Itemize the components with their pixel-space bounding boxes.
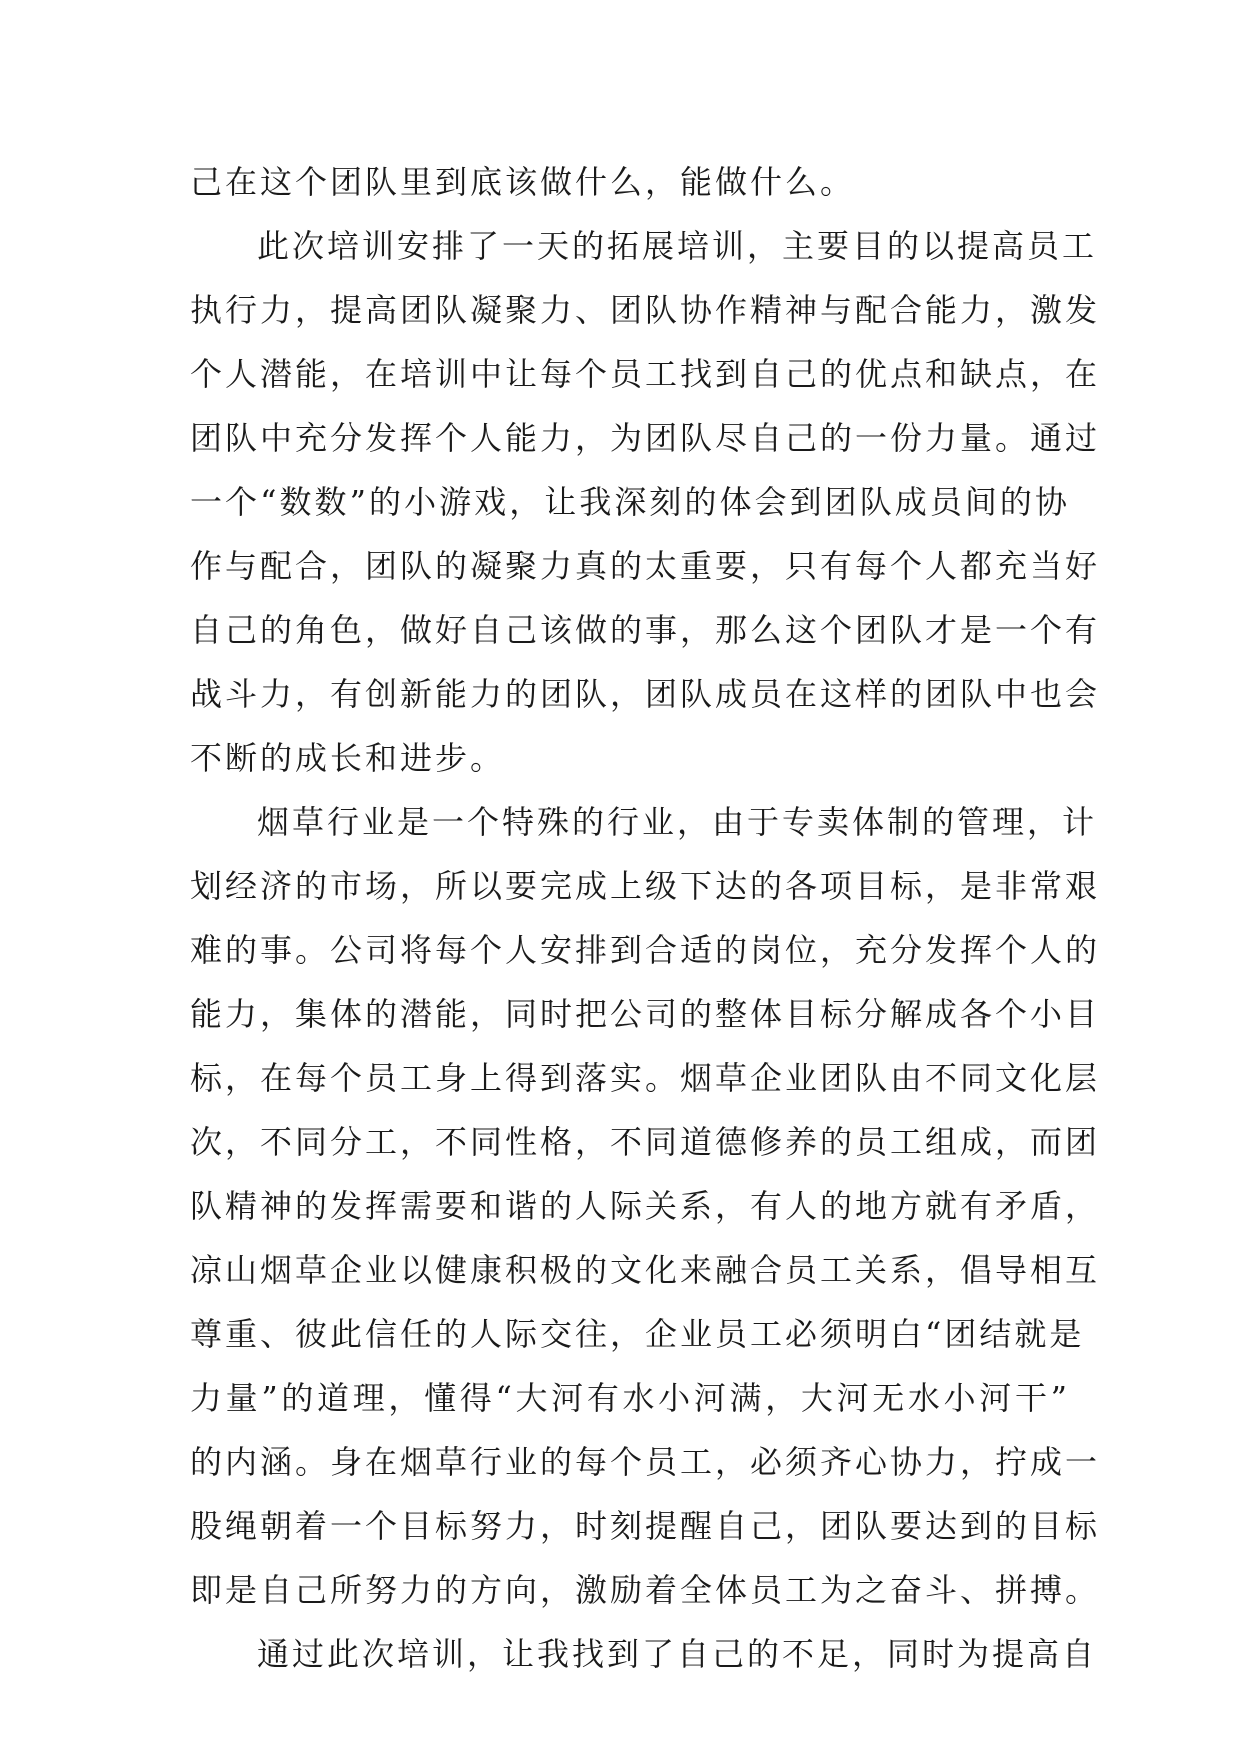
text-line: 队精神的发挥需要和谐的人际关系，有人的地方就有矛盾， xyxy=(190,1187,1101,1225)
document-body xyxy=(190,150,1101,1686)
text-line: 次，不同分工，不同性格，不同道德修养的员工组成，而团 xyxy=(190,1123,1101,1161)
text-line: 个人潜能，在培训中让每个员工找到自己的优点和缺点，在 xyxy=(190,355,1101,393)
text-line: 能力，集体的潜能，同时把公司的整体目标分解成各个小目 xyxy=(190,995,1101,1033)
text-line: 作与配合，团队的凝聚力真的太重要，只有每个人都充当好 xyxy=(190,547,1101,585)
text-line: 难的事。公司将每个人安排到合适的岗位，充分发挥个人的 xyxy=(190,931,1101,969)
text-line: 的内涵。身在烟草行业的每个员工，必须齐心协力，拧成一 xyxy=(190,1443,1101,1481)
text-line: 执行力，提高团队凝聚力、团队协作精神与配合能力，激发 xyxy=(190,291,1101,329)
text-line: 不断的成长和进步。 xyxy=(190,739,506,777)
text-line: 划经济的市场，所以要完成上级下达的各项目标，是非常艰 xyxy=(190,867,1101,905)
text-line: 尊重、彼此信任的人际交往，企业员工必须明白“团结就是 xyxy=(190,1315,1085,1353)
text-line: 团队中充分发挥个人能力，为团队尽自己的一份力量。通过 xyxy=(190,419,1101,457)
text-line: 力量”的道理，懂得“大河有水小河满，大河无水小河干” xyxy=(190,1379,1070,1417)
text-line: 自己的角色，做好自己该做的事，那么这个团队才是一个有 xyxy=(190,611,1101,649)
text-line: 股绳朝着一个目标努力，时刻提醒自己，团队要达到的目标 xyxy=(190,1507,1101,1545)
text-line: 凉山烟草企业以健康积极的文化来融合员工关系，倡导相互 xyxy=(190,1251,1101,1289)
paragraph-first-line: 此次培训安排了一天的拓展培训，主要目的以提高员工 xyxy=(257,227,1098,265)
text-line: 一个“数数”的小游戏，让我深刻的体会到团队成员间的协 xyxy=(190,483,1070,521)
paragraph-first-line: 通过此次培训，让我找到了自己的不足，同时为提高自 xyxy=(257,1635,1098,1673)
text-line: 己在这个团队里到底该做什么，能做什么。 xyxy=(190,163,856,201)
text-line: 战斗力，有创新能力的团队，团队成员在这样的团队中也会 xyxy=(190,675,1101,713)
text-line: 标，在每个员工身上得到落实。烟草企业团队由不同文化层 xyxy=(190,1059,1101,1097)
text-line: 即是自己所努力的方向，激励着全体员工为之奋斗、拼搏。 xyxy=(190,1571,1101,1609)
paragraph-first-line: 烟草行业是一个特殊的行业，由于专卖体制的管理，计 xyxy=(257,803,1098,841)
